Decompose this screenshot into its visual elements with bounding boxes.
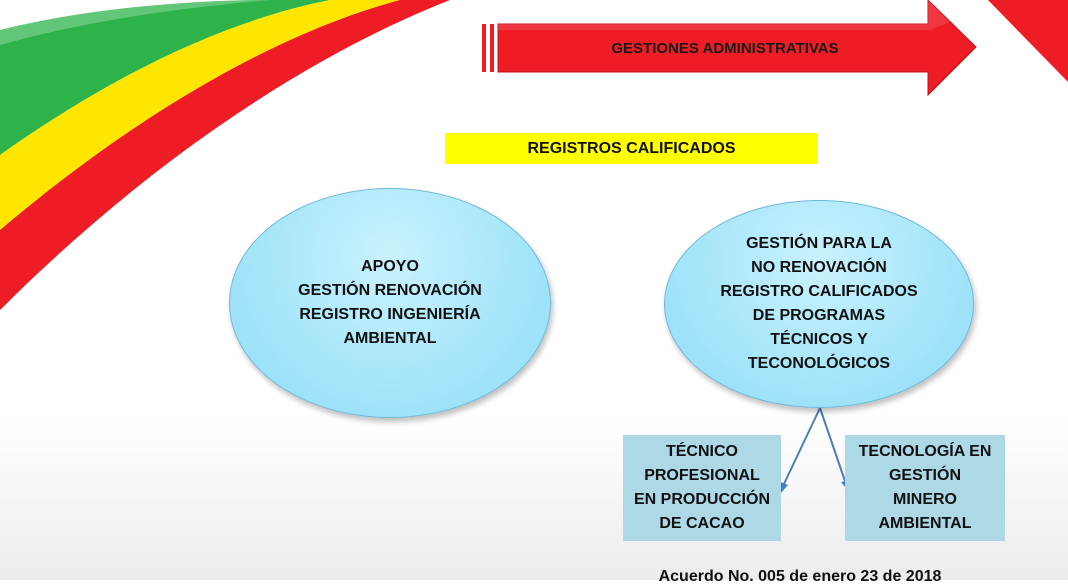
node-tecnologia-text: TECNOLOGÍA EN GESTIÓN MINERO AMBIENTAL (858, 443, 992, 532)
banner-label: GESTIONES ADMINISTRATIVAS (611, 39, 839, 57)
node-tecnico-box (623, 435, 781, 541)
connector-lines (783, 408, 846, 486)
corner-triangle (988, 0, 1068, 82)
node-tecnico-text: TÉCNICO PROFESIONAL EN PRODUCCIÓN DE CACAO (633, 443, 770, 532)
node-gestion-ellipse (664, 200, 974, 408)
node-apoyo-ellipse (229, 188, 551, 418)
footer-agreement: Acuerdo No. 005 de enero 23 de 2018 (658, 568, 942, 585)
node-tecnologia-box (845, 435, 1005, 541)
node-gestion-text: GESTIÓN PARA LA NO RENOVACIÓN REGISTRO CALIFICADOS DE PROGRAMAS TÉCNICOS Y TECONOLÓGICOS (720, 235, 918, 372)
section-title: REGISTROS CALIFICADOS (445, 133, 818, 164)
node-apoyo-text: APOYO GESTIÓN RENOVACIÓN REGISTRO INGENIERÍA AMBIENTAL (298, 258, 482, 347)
